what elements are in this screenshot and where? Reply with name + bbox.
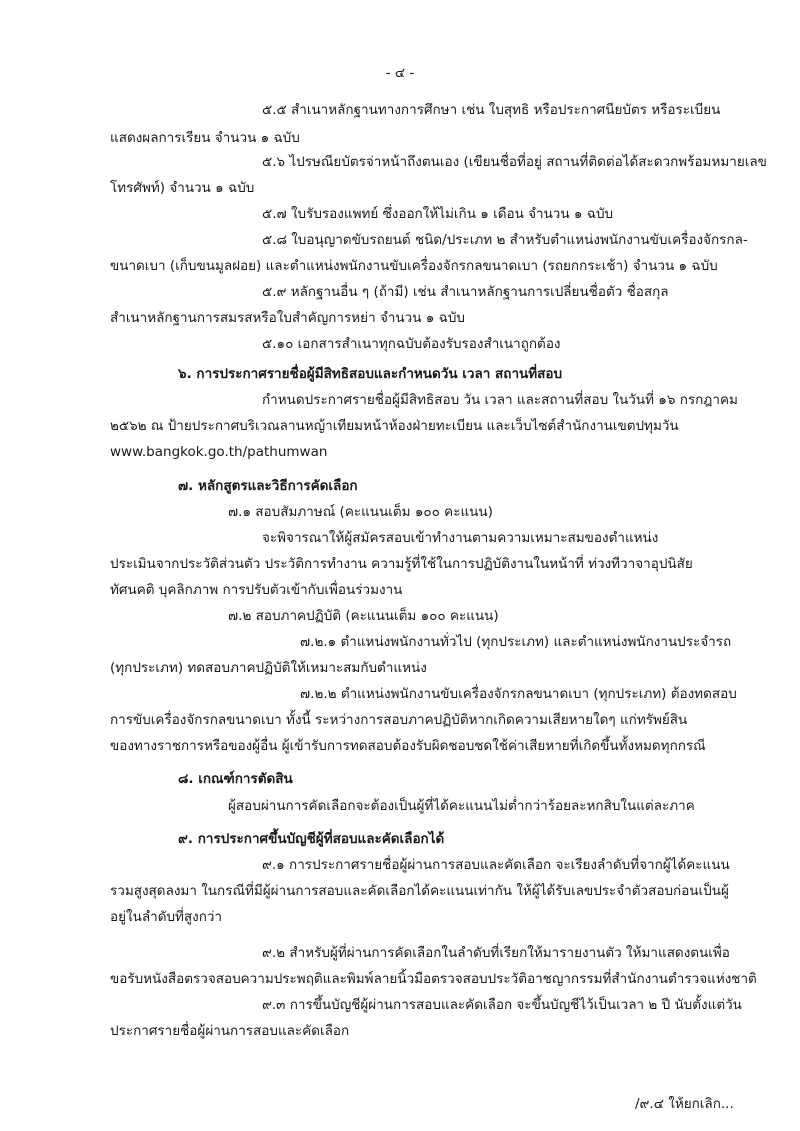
item-9-3: ๙.๓ การขึ้นบัญชีผู้ผ่านการสอบและคัดเลือก จะขึ้นบัญชีไว้เป็นเวลา ๒ ปี นับตั้งแต่วัน <box>262 997 742 1013</box>
section-8-para: ผู้สอบผ่านการคัดเลือกจะต้องเป็นผู้ที่ได้คะแนนไม่ต่ำกว่าร้อยละหกสิบในแต่ละภาค <box>228 798 695 814</box>
item-9-3-cont: ประกาศรายชื่อผู้ผ่านการสอบและคัดเลือก <box>110 1023 350 1039</box>
item-7-1-para-cont: ประเมินจากประวัติส่วนตัว ประวัติการทำงาน ความรู้ที่ใช้ในการปฏิบัติงานในหน้าที่ ท่วงทีวาจาอุปนิสัย <box>110 556 693 572</box>
item-7-2-2-cont2: ของทางราชการหรือของผู้อื่น ผู้เข้ารับการทดสอบต้องรับผิดชอบชดใช้ค่าเสียหายที่เกิดขึ้นทั้งหมดทุกกรณี <box>110 738 706 754</box>
section-6-para-cont: ๒๕๖๒ ณ ป้ายประกาศบริเวณลานหญ้าเทียมหน้าห้องฝ่ายทะเบียน และเว็บไซต์สำนักงานเขตปทุมวัน <box>110 418 679 434</box>
section-8-heading: ๘. เกณฑ์การตัดสิน <box>178 771 293 787</box>
section-6-heading: ๖. การประกาศรายชื่อผู้มีสิทธิสอบและกำหนดวัน เวลา สถานที่สอบ <box>178 366 563 382</box>
item-9-1-cont2: อยู่ในลำดับที่สูงกว่า <box>110 909 223 925</box>
item-7-1-para-cont2: ทัศนคติ บุคลิกภาพ การปรับตัวเข้ากับเพื่อนร่วมงาน <box>110 582 403 598</box>
item-5-6: ๕.๖ ไปรษณียบัตรจ่าหน้าถึงตนเอง (เขียนชื่อที่อยู่ สถานที่ติดต่อได้สะดวกพร้อมหมายเลข <box>262 154 767 170</box>
item-7-2: ๗.๒ สอบภาคปฏิบัติ (คะแนนเต็ม ๑๐๐ คะแนน) <box>228 608 499 624</box>
item-9-2: ๙.๒ สำหรับผู้ที่ผ่านการคัดเลือกในลำดับที่เรียกให้มารายงานตัว ให้มาแสดงตนเพื่อ <box>262 945 730 961</box>
item-7-2-1-cont: (ทุกประเภท) ทดสอบภาคปฏิบัติให้เหมาะสมกับตำแหน่ง <box>110 660 427 676</box>
item-5-5: ๕.๕ สำเนาหลักฐานทางการศึกษา เช่น ใบสุทธิ หรือประกาศนียบัตร หรือระเบียน <box>262 102 721 118</box>
item-5-7: ๕.๗ ใบรับรองแพทย์ ซึ่งออกให้ไม่เกิน ๑ เดือน จำนวน ๑ ฉบับ <box>262 206 614 222</box>
item-5-6-cont: โทรศัพท์) จำนวน ๑ ฉบับ <box>110 180 255 196</box>
item-7-2-2-cont: การขับเครื่องจักรกลขนาดเบา ทั้งนี้ ระหว่างการสอบภาคปฏิบัติหากเกิดความเสียหายใดๆ แก่ทรัพย์สิน <box>110 712 688 728</box>
item-5-9-cont: สำเนาหลักฐานการสมรสหรือใบสำคัญการหย่า จำนวน ๑ ฉบับ <box>110 310 465 326</box>
item-9-1-cont: รวมสูงสุดลงมา ในกรณีที่มีผู้ผ่านการสอบและคัดเลือกได้คะแนนเท่ากัน ให้ผู้ได้รับเลขประจำตัวสอบก่อนเป็นผู้ <box>110 883 729 899</box>
item-5-8-cont: ขนาดเบา (เก็บขนมูลฝอย) และตำแหน่งพนักงานขับเครื่องจักรกลขนาดเบา (รถยกกระเช้า) จำนวน ๑ ฉบับ <box>110 258 718 274</box>
item-5-9: ๕.๙ หลักฐานอื่น ๆ (ถ้ามี) เช่น สำเนาหลักฐานการเปลี่ยนชื่อตัว ชื่อสกุล <box>262 284 669 300</box>
item-7-2-2: ๗.๒.๒ ตำแหน่งพนักงานขับเครื่องจักรกลขนาดเบา (ทุกประเภท) ต้องทดสอบ <box>300 686 737 702</box>
section-9-heading: ๙. การประกาศขึ้นบัญชีผู้ที่สอบและคัดเลือกได้ <box>178 831 445 847</box>
continuation-footer: /๙.๔ ให้ยกเลิก... <box>635 1096 734 1112</box>
item-7-1: ๗.๑ สอบสัมภาษณ์ (คะแนนเต็ม ๑๐๐ คะแนน) <box>228 504 493 520</box>
page-number: - ๔ - <box>385 65 415 81</box>
item-7-2-1: ๗.๒.๑ ตำแหน่งพนักงานทั่วไป (ทุกประเภท) และตำแหน่งพนักงานประจำรถ <box>300 634 732 650</box>
item-7-1-para: จะพิจารณาให้ผู้สมัครสอบเข้าทำงานตามความเหมาะสมของตำแหน่ง <box>262 530 659 546</box>
item-9-1: ๙.๑ การประกาศรายชื่อผู้ผ่านการสอบและคัดเลือก จะเรียงลำดับที่จากผู้ได้คะแนน <box>262 857 730 873</box>
website-url: www.bangkok.go.th/pathumwan <box>110 444 328 460</box>
item-5-10: ๕.๑๐ เอกสารสำเนาทุกฉบับต้องรับรองสำเนาถูกต้อง <box>262 336 561 352</box>
section-7-heading: ๗. หลักสูตรและวิธีการคัดเลือก <box>178 478 358 494</box>
item-5-5-cont: แสดงผลการเรียน จำนวน ๑ ฉบับ <box>110 130 300 146</box>
section-6-para: กำหนดประกาศรายชื่อผู้มีสิทธิสอบ วัน เวลา และสถานที่สอบ ในวันที่ ๑๖ กรกฎาคม <box>262 392 738 408</box>
item-5-8: ๕.๘ ใบอนุญาตขับรถยนต์ ชนิด/ประเภท ๒ สำหรับตำแหน่งพนักงานขับเครื่องจักรกล- <box>262 232 748 248</box>
item-9-2-cont: ขอรับหนังสือตรวจสอบความประพฤติและพิมพ์ลายนิ้วมือตรวจสอบประวัติอาชญากรรมที่สำนักงานตำรวจแห่งชาติ <box>110 971 757 987</box>
